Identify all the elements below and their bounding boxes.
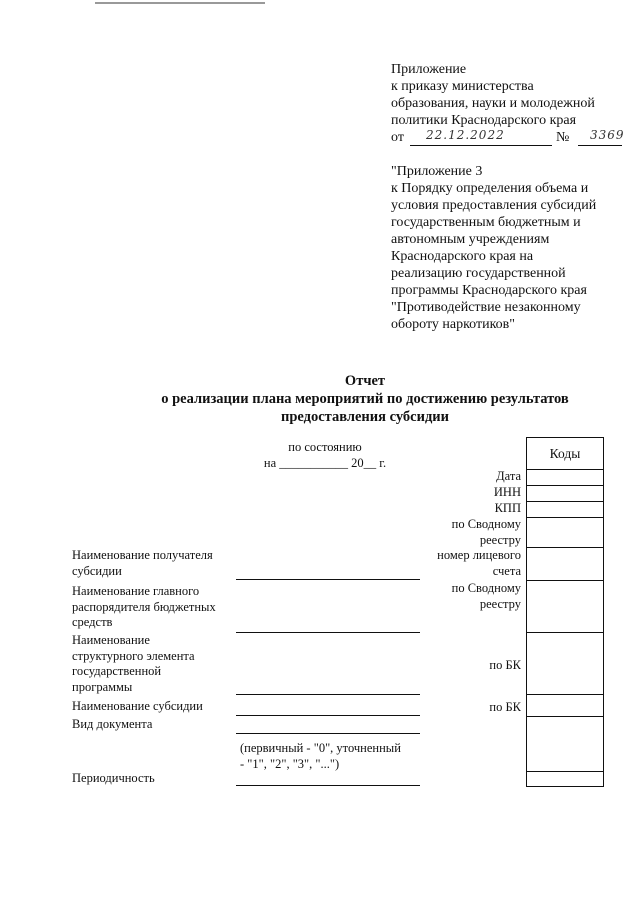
- code-cell-consolidated-registry[interactable]: [527, 518, 603, 548]
- label-inn: ИНН: [493, 485, 521, 499]
- code-cell-inn[interactable]: [527, 486, 603, 502]
- field-line-periodicity[interactable]: [236, 785, 420, 786]
- field-line-doc-type[interactable]: [236, 733, 420, 734]
- order-appendix-line: Приложение: [391, 62, 467, 77]
- code-cell-bk-2[interactable]: [527, 695, 603, 717]
- doc-type-hint-line: - "1", "2", "3", "..."): [240, 756, 340, 771]
- label-date: Дата: [496, 469, 521, 483]
- code-cell-periodicity[interactable]: [527, 772, 603, 786]
- order-appendix-line: к приказу министерства: [391, 79, 534, 94]
- report-title: [100, 372, 630, 426]
- label-consolidated-registry-2-line: по Сводному: [451, 581, 521, 595]
- procedure-appendix-block: [391, 163, 596, 333]
- procedure-appendix-line: государственным бюджетным и: [391, 215, 581, 230]
- order-date-handwritten: 22.12.2022: [426, 128, 505, 142]
- label-structural-element-line: государственной: [72, 664, 162, 678]
- code-cell-consolidated-registry-2[interactable]: [527, 581, 603, 633]
- code-cell-bk-1[interactable]: [527, 633, 603, 695]
- procedure-appendix-line: "Приложение 3: [391, 164, 483, 179]
- label-structural-element: [72, 633, 195, 695]
- label-subsidy-name: Наименование субсидии: [72, 699, 203, 713]
- as-of-date-line: на ___________ 20__ г.: [263, 456, 387, 470]
- order-date-prefix: от: [391, 130, 404, 145]
- procedure-appendix-line: Краснодарского края на: [391, 249, 534, 264]
- label-bk-1: по БК: [489, 658, 521, 672]
- label-structural-element-line: программы: [72, 679, 133, 694]
- order-number-underline: [578, 145, 622, 146]
- label-consolidated-registry-2-line: реестру: [479, 596, 521, 611]
- order-appendix-line: образования, науки и молодежной: [391, 96, 595, 111]
- field-line-main-manager[interactable]: [236, 632, 420, 633]
- procedure-appendix-line: условия предоставления субсидий: [391, 198, 597, 213]
- label-personal-account-line: счета: [492, 563, 521, 578]
- field-line-structural-element[interactable]: [236, 694, 420, 695]
- label-structural-element-line: структурного элемента: [72, 648, 195, 663]
- label-personal-account: [420, 548, 521, 579]
- order-date-underline: [410, 145, 552, 146]
- code-cell-date[interactable]: [527, 470, 603, 486]
- code-cell-kpp[interactable]: [527, 502, 603, 518]
- label-recipient-line: Наименование получателя: [72, 548, 213, 562]
- label-kpp: КПП: [494, 501, 521, 515]
- field-line-recipient[interactable]: [236, 579, 420, 580]
- procedure-appendix-line: к Порядку определения объема и: [391, 181, 589, 196]
- label-main-manager-line: распорядителя бюджетных: [72, 599, 216, 614]
- field-line-subsidy-name[interactable]: [236, 715, 420, 716]
- label-recipient-line: субсидии: [72, 563, 122, 578]
- procedure-appendix-line: автономным учреждениям: [391, 232, 550, 247]
- order-number-handwritten: 3369: [590, 128, 625, 142]
- procedure-appendix-line: программы Краснодарского края: [391, 283, 587, 298]
- label-consolidated-registry-2: [420, 581, 521, 612]
- label-consolidated-registry-line: реестру: [479, 532, 521, 547]
- report-title-subtitle: о реализации плана мероприятий по достижению результатов: [161, 391, 569, 407]
- top-edge-mark: [95, 2, 265, 4]
- label-recipient: [72, 548, 213, 579]
- as-of-label: по состоянию: [288, 440, 362, 454]
- order-appendix-line: политики Краснодарского края: [391, 113, 577, 128]
- label-structural-element-line: Наименование: [72, 633, 150, 647]
- code-cell-doc-type[interactable]: [527, 717, 603, 772]
- label-doc-type: Вид документа: [72, 717, 153, 731]
- label-consolidated-registry-line: по Сводному: [451, 517, 521, 531]
- label-main-manager-line: средств: [72, 615, 113, 629]
- label-bk-2: по БК: [489, 700, 521, 714]
- report-title-subtitle-2: предоставления субсидии: [280, 409, 449, 425]
- procedure-appendix-line: "Противодействие незаконному: [391, 300, 581, 315]
- order-number-prefix: №: [556, 130, 570, 145]
- label-consolidated-registry: [420, 517, 521, 548]
- label-personal-account-line: номер лицевого: [437, 548, 521, 562]
- label-main-manager: [72, 584, 216, 631]
- doc-type-hint-line: (первичный - "0", уточненный: [240, 741, 401, 755]
- report-title-main: Отчет: [344, 373, 386, 389]
- order-appendix-block: [391, 61, 595, 129]
- doc-type-hint: [240, 741, 401, 772]
- codes-header: Коды: [527, 438, 603, 470]
- codes-table: [526, 437, 604, 787]
- procedure-appendix-line: реализацию государственной: [391, 266, 566, 281]
- code-cell-personal-account[interactable]: [527, 548, 603, 581]
- label-periodicity: Периодичность: [72, 771, 155, 785]
- procedure-appendix-line: обороту наркотиков": [391, 317, 516, 332]
- label-main-manager-line: Наименование главного: [72, 584, 200, 598]
